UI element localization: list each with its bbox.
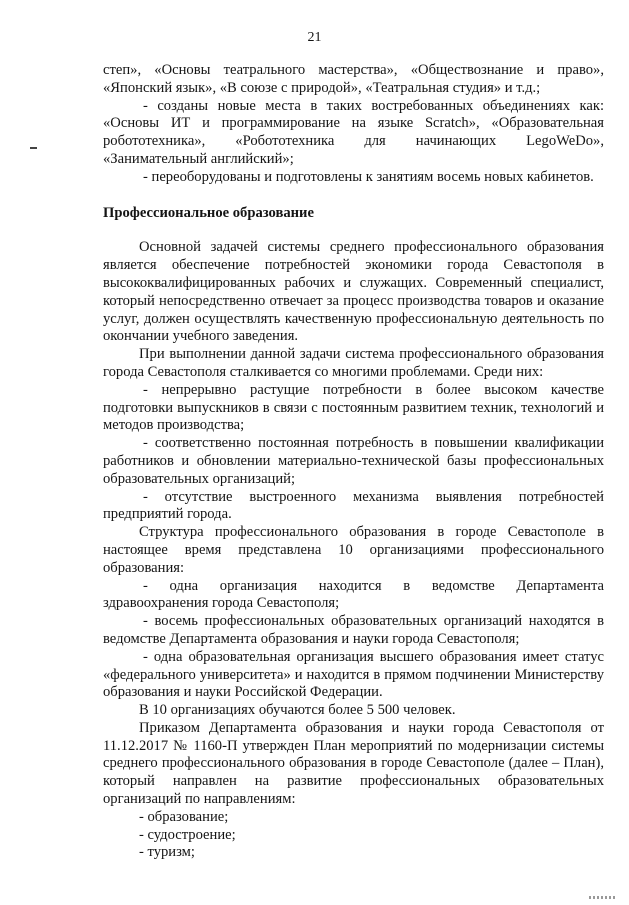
scan-corner-mark <box>589 896 615 899</box>
bullet-education-department: - восемь профессиональных образовательных организаций находятся в ведомстве Департамента образования и науки города Севастополя; <box>103 613 604 647</box>
paragraph-order: Приказом Департамента образования и науки города Севастополя от 11.12.2017 № 1160-П утвержден План мероприятий по модернизации системы среднего профессионального образования в городе Севастополе (далее – План), который направлен на развитие профессиональных образовательных организаций по направлениям: <box>103 719 604 808</box>
bullet-federal-university: - одна образовательная организация высшего образования имеет статус «федерального университета» и находится в прямом подчинении Министерству образования и науки Российской Федерации. <box>103 648 604 701</box>
document-body <box>103 62 604 862</box>
bullet-health-department: - одна организация находится в ведомстве Департамента здравоохранения города Севастополя; <box>103 577 604 612</box>
margin-dash-mark <box>30 147 37 149</box>
paragraph-structure: Структура профессионального образования в городе Севастополе в настоящее время представлена 10 организациями профессионального образования: <box>103 524 604 576</box>
bullet-new-classrooms: - переоборудованы и подготовлены к занятиям восемь новых кабинетов. <box>143 168 594 185</box>
page-number: 21 <box>307 30 322 45</box>
paragraph-main-task: Основной задачей системы среднего профессионального образования является обеспечение потребностей экономики города Севастополя в высококвалифицированных рабочих и служащих. Современный специалист, который непосредственно отвечает за процесс производства товаров и оказание услуг, должен осуществлять качественную профессиональную деятельность по окончании учебного заведения. <box>103 239 604 345</box>
bullet-problem-quality: - непрерывно растущие потребности в более высоком качестве подготовки выпускников в связи с постоянным развитием техник, технологий и методов производства; <box>103 381 604 434</box>
paragraph-continued: степ», «Основы театрального мастерства», «Обществознание и право», «Японский язык», «В союзе с природой», «Театральная студия» и т.д.; <box>103 62 604 96</box>
paragraph-students-count: В 10 организациях обучаются более 5 500 человек. <box>139 702 456 719</box>
list-item-tourism: - туризм; <box>139 844 195 861</box>
bullet-new-places: - созданы новые места в таких востребованных объединениях как: «Основы ИТ и программирование на языке Scratch», «Образовательная робототехника», «Робототехника для начинающих LegoWeDo», «Занимательный английский»; <box>103 97 604 167</box>
section-heading: Профессиональное образование <box>103 204 314 221</box>
bullet-problem-mechanism: - отсутствие выстроенного механизма выявления потребностей предприятий города. <box>103 488 604 523</box>
paragraph-problems-intro: При выполнении данной задачи система профессионального образования города Севастополя сталкивается со многими проблемами. Среди них: <box>103 346 604 380</box>
bullet-problem-qualification: - соответственно постоянная потребность в повышении квалификации работников и обновлении материально-технической базы профессиональных образовательных организаций; <box>103 435 604 487</box>
list-item-education: - образование; <box>139 808 229 825</box>
list-item-shipbuilding: - судостроение; <box>139 826 236 843</box>
